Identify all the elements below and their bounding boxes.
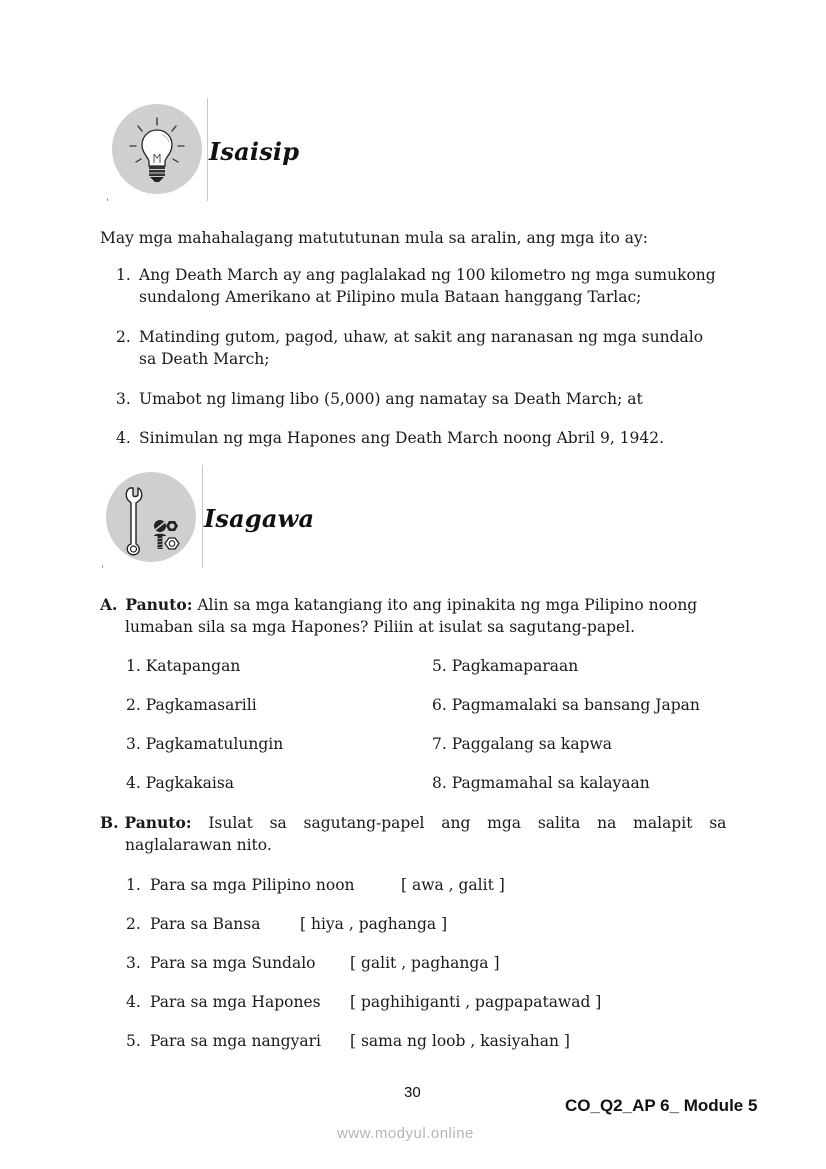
item-number: 5.: [126, 1032, 141, 1050]
list-item-number: 1.: [116, 266, 131, 284]
choice-item: 4. Pagkakaisa: [126, 774, 235, 792]
choice-item: 1. Katapangan: [126, 657, 241, 675]
list-item-text: Ang Death March ay ang paglalakad ng 100 kilometro ng mga sumukong: [139, 266, 716, 284]
section-title-isagawa: Isagawa: [204, 504, 315, 533]
list-item-text: Umabot ng limang libo (5,000) ang namatay sa Death March; at: [139, 390, 643, 408]
module-code: CO_Q2_AP 6_ Module 5: [565, 1096, 758, 1115]
section-title-isaisip: Isaisip: [209, 137, 300, 166]
item-prompt: Para sa Bansa: [150, 915, 261, 933]
part-a-letter: A.: [100, 595, 118, 614]
instruction-word: na: [597, 814, 617, 832]
item-options: [ awa , galit ]: [401, 876, 505, 894]
instruction-word: ang: [441, 814, 471, 832]
isagawa-header: [100, 465, 330, 570]
part-b-panuto-label: Panuto:: [124, 813, 192, 832]
instruction-word: sa: [269, 814, 287, 832]
header-divider: [207, 98, 208, 201]
instruction-word: sa: [709, 814, 727, 832]
choice-item: 5. Pagkamaparaan: [432, 657, 579, 675]
item-prompt: Para sa mga Sundalo: [150, 954, 316, 972]
choice-item: 7. Paggalang sa kapwa: [432, 735, 612, 753]
choice-item: 8. Pagmamahal sa kalayaan: [432, 774, 650, 792]
instruction-word: salita: [537, 814, 581, 832]
item-options: [ hiya , paghanga ]: [300, 915, 448, 933]
part-b-instruction-line1: [100, 812, 727, 834]
list-item-number: 4.: [116, 429, 131, 447]
part-b-instruction-words: [125, 812, 727, 834]
item-options: [ paghihiganti , pagpapatawad ]: [350, 993, 602, 1011]
part-a-instruction-line2: lumaban sila sa mga Hapones? Piliin at isulat sa sagutang-papel.: [125, 618, 636, 636]
list-item-text: sa Death March;: [139, 350, 270, 368]
list-item-text: Sinimulan ng mga Hapones ang Death March noong Abril 9, 1942.: [139, 429, 665, 447]
item-prompt: Para sa mga Pilipino noon: [150, 876, 355, 894]
corner-mark: [102, 565, 103, 568]
instruction-word: malapit: [633, 814, 693, 832]
instruction-word: mga: [487, 814, 522, 832]
isaisip-header: [105, 98, 335, 203]
instruction-word: Isulat: [208, 814, 253, 832]
list-item-number: 3.: [116, 390, 131, 408]
part-a-instruction-line1: [100, 594, 697, 616]
corner-mark: [107, 198, 108, 201]
item-number: 4.: [126, 993, 141, 1011]
item-prompt: Para sa mga Hapones: [150, 993, 321, 1011]
choice-item: 3. Pagkamatulungin: [126, 735, 284, 753]
item-options: [ sama ng loob , kasiyahan ]: [350, 1032, 570, 1050]
item-options: [ galit , paghanga ]: [350, 954, 500, 972]
choice-item: 6. Pagmamalaki sa bansang Japan: [432, 696, 700, 714]
tools-icon: [106, 472, 196, 562]
list-item-number: 2.: [116, 328, 131, 346]
part-b-instruction-line2: naglalarawan nito.: [125, 836, 272, 854]
watermark-link[interactable]: www.modyul.online: [337, 1125, 474, 1142]
choice-item: 2. Pagkamasarili: [126, 696, 257, 714]
item-number: 1.: [126, 876, 141, 894]
item-number: 2.: [126, 915, 141, 933]
header-divider: [202, 465, 203, 568]
list-item-text: Matinding gutom, pagod, uhaw, at sakit ang naranasan ng mga sundalo: [139, 328, 704, 346]
list-item-text: sundalong Amerikano at Pilipino mula Bataan hanggang Tarlac;: [139, 288, 642, 306]
item-number: 3.: [126, 954, 141, 972]
instruction-word: sagutang-papel: [303, 814, 425, 832]
part-b-letter: B.: [100, 813, 119, 832]
page-number: 30: [404, 1084, 421, 1101]
item-prompt: Para sa mga nangyari: [150, 1032, 321, 1050]
isaisip-intro: May mga mahahalagang matututunan mula sa aralin, ang mga ito ay:: [100, 229, 648, 247]
lightbulb-icon: [112, 104, 202, 194]
part-a-panuto-label: Panuto:: [125, 595, 193, 614]
part-a-instruction-text: Alin sa mga katangiang ito ang ipinakita ng mga Pilipino noong: [192, 596, 698, 614]
